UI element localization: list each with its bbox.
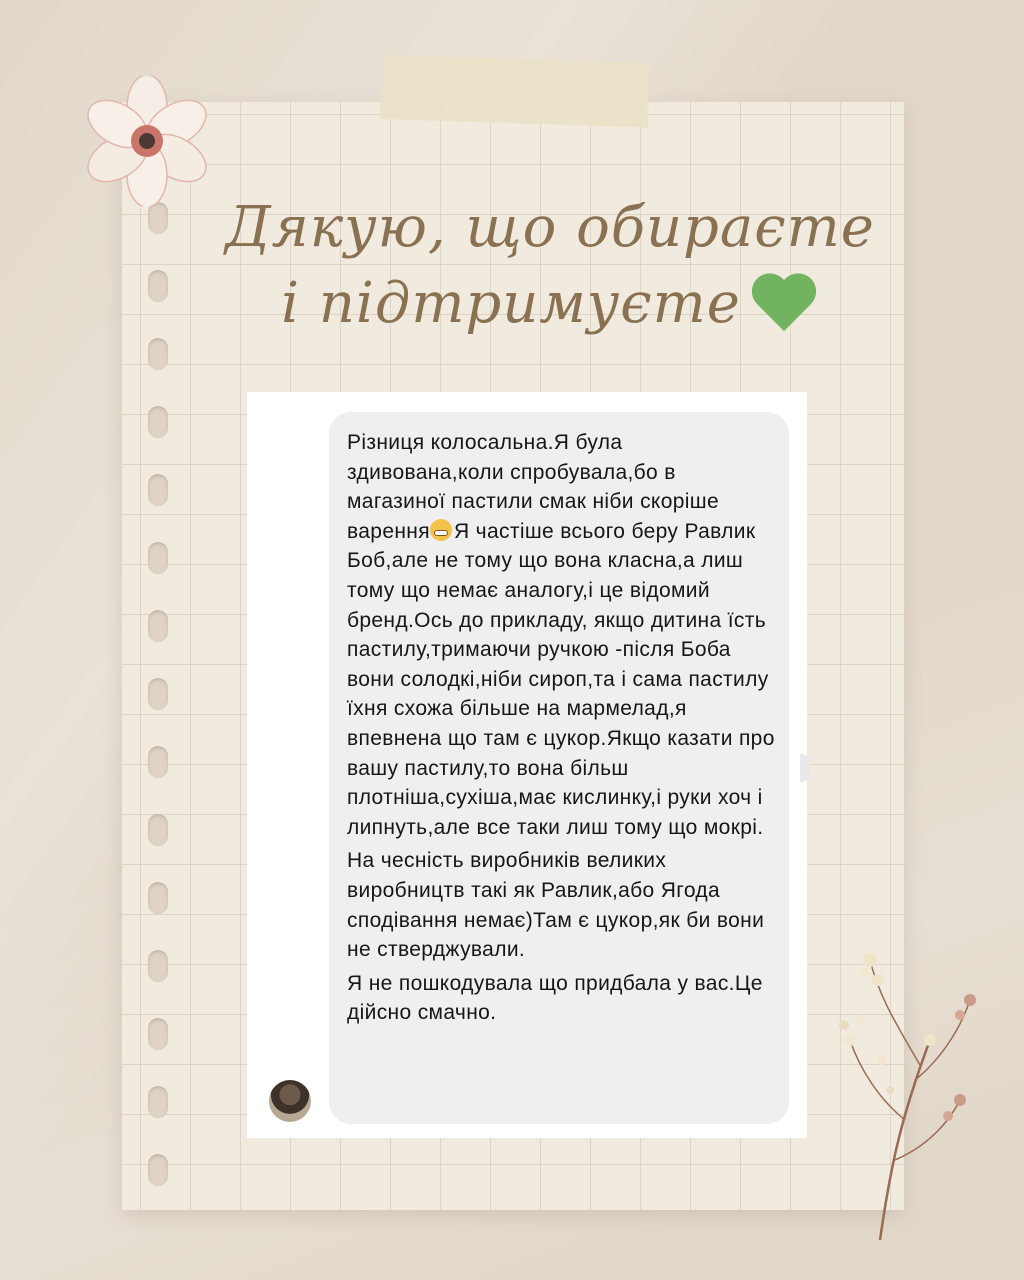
message-screenshot bbox=[247, 392, 807, 1138]
binder-hole bbox=[148, 202, 168, 234]
binder-hole bbox=[148, 270, 168, 302]
binder-hole bbox=[148, 610, 168, 642]
binder-hole bbox=[148, 1154, 168, 1186]
binder-hole bbox=[148, 1018, 168, 1050]
title-line-1: Дякую, що обираєте bbox=[225, 195, 875, 260]
title-line-2-text: і підтримуєте bbox=[281, 271, 741, 336]
binder-hole bbox=[148, 1086, 168, 1118]
title-line-2 bbox=[200, 266, 900, 342]
dried-flower-decoration bbox=[820, 920, 1000, 1240]
binder-hole bbox=[148, 678, 168, 710]
avatar[interactable] bbox=[269, 1080, 311, 1122]
binder-hole bbox=[148, 950, 168, 982]
flower-decoration bbox=[82, 76, 212, 206]
message-paragraph-3: Я не пошкодувала що придбала у вас.Це дійсно смачно. bbox=[347, 971, 769, 1025]
binder-hole bbox=[148, 746, 168, 778]
heart-icon bbox=[749, 275, 819, 333]
message-text-1a: Різниця колосальна.Я була здивована,коли спробувала,бо в магазиної пастили смак ніби скоріше варення bbox=[347, 431, 726, 543]
binder-hole bbox=[148, 542, 168, 574]
message-paragraph-1 bbox=[347, 428, 781, 842]
binder-hole bbox=[148, 406, 168, 438]
message-text-1b: Я частіше всього беру Равлик Боб,але не тому що вона класна,а лиш тому що немає аналогу,і це відомий бренд.Ось до прикладу, якщо дитина їсть пастилу,тримаючи ручкою -після Боба вони солодкі,ніби сироп,та і сама пастилу їхня схожа більше на мармелад,я впевнена що там є цукор.Якщо казати про вашу пастилу,то вона більш плотніша,сухіша,має кислинку,і руки хоч і липнуть,але все таки лиш тому що мокрі. bbox=[347, 519, 781, 839]
binder-hole bbox=[148, 814, 168, 846]
binder-hole bbox=[148, 882, 168, 914]
message-bubble[interactable] bbox=[329, 412, 789, 1124]
screenshot-edge-tab bbox=[800, 754, 810, 782]
binder-hole bbox=[148, 474, 168, 506]
grimace-emoji-icon bbox=[430, 519, 452, 541]
message-paragraph-2: На чесність виробників великих виробництв такі як Равлик,або Ягода сподівання немає)Там є цукор,як би вони не стверджували. bbox=[347, 849, 771, 962]
binder-hole bbox=[148, 338, 168, 370]
title bbox=[200, 190, 900, 342]
